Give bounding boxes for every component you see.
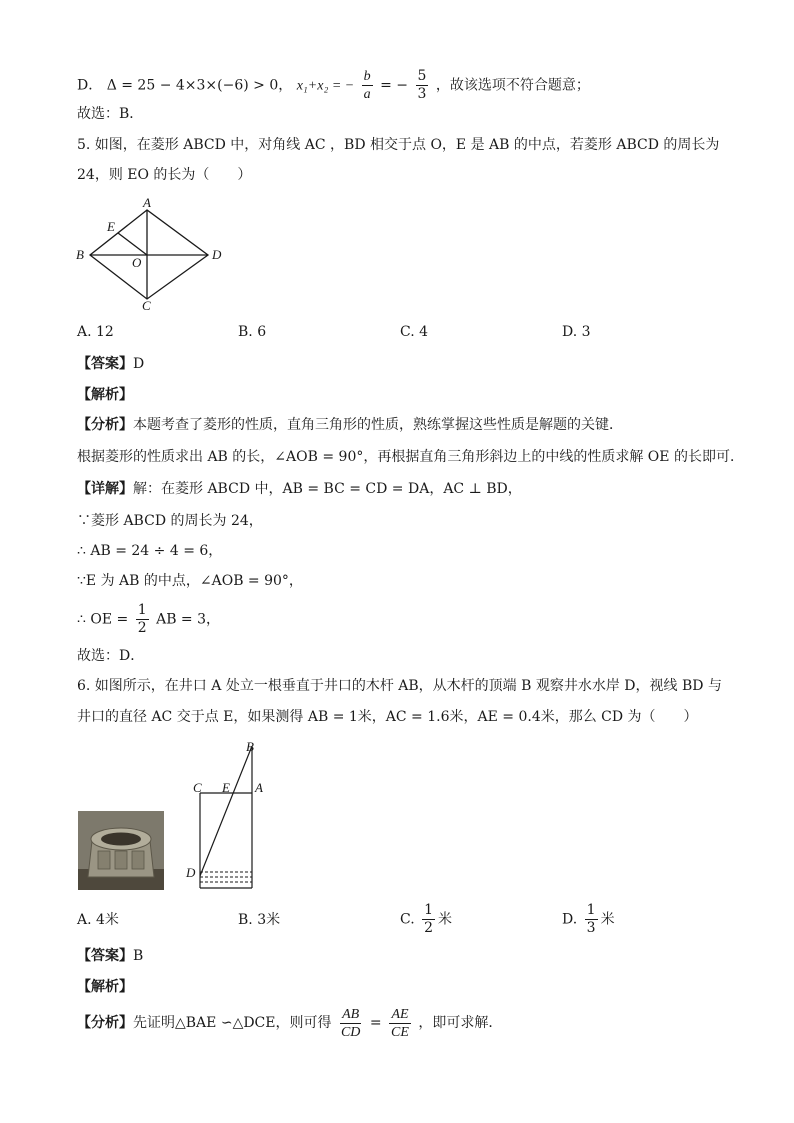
label-d: D	[186, 865, 196, 880]
q5-fenxi: 【分析】本题考查了菱形的性质，直角三角形的性质，熟练掌握这些性质是解题的关键．	[77, 417, 623, 433]
rhombus-figure	[70, 195, 230, 313]
label-e: E	[107, 219, 115, 234]
well-photo-image	[78, 811, 164, 890]
fraction-b-over-a: $\frac{b}{a}$	[363, 69, 371, 102]
q6-option-c: C. $\frac{1}{2}$ 米	[400, 902, 453, 936]
label-b: B	[76, 247, 84, 262]
q6-option-d: D. $\frac{1}{3}$ 米	[562, 902, 615, 936]
q5-stem-line2: 24，则 EO 的长为（ ）	[77, 167, 252, 183]
root-sum-expression: x₁+x₂ = −	[296, 78, 355, 94]
label-a: A	[143, 195, 151, 210]
q5-stem-line1: 5. 如图，在菱形 ABCD 中，对角线 AC ，BD 相交于点 O，E 是 AB 的中点，若菱形 ABCD 的周长为	[77, 137, 720, 153]
fraction-one-half: $\frac{1}{2}$	[137, 602, 147, 636]
q5-fenxi-line2: 根据菱形的性质求出 AB 的长，∠AOB = 90°，再根据直角三角形斜边上的中线的性质求解 OE 的长即可．	[77, 449, 744, 465]
q5-choose: 故选：D．	[77, 648, 145, 664]
q6-stem-line1: 6. 如图所示，在井口 A 处立一根垂直于井口的木杆 AB，从木杆的顶端 B 观察井水水岸 D，视线 BD 与	[77, 678, 722, 694]
q6-option-b: B. 3米	[238, 912, 281, 928]
q6-option-a: A. 4米	[77, 912, 119, 928]
q6-stem-line2: 井口的直径 AC 交于点 E，如果测得 AB = 1米，AC = 1.6米，AE = 0.4米，那么 CD 为（ ）	[77, 709, 698, 725]
q6-fenxi: 【分析】先证明△BAE ∽△DCE，则可得 $\frac{AB}{CD}$ = $\frac{AE}{CE}$ ，即可求解．	[77, 1006, 503, 1040]
label-a: A	[255, 780, 263, 795]
q6-analysis-heading: 【解析】	[77, 979, 133, 995]
q5-detail-line3: ∴ AB = 24 ÷ 4 = 6，	[77, 543, 223, 559]
label-o: O	[132, 255, 142, 270]
q5-detail-line1: 【详解】解：在菱形 ABCD 中，AB = BC = CD = DA，AC ⊥ BD，	[77, 481, 522, 497]
q5-option-b: B. 6	[238, 324, 267, 340]
q5-detail-line4: ∵E 为 AB 的中点，∠AOB = 90°，	[77, 573, 303, 589]
fraction-ae-over-ce: $\frac{AE}{CE}$	[391, 1006, 409, 1040]
q5-option-a: A. 12	[77, 324, 114, 340]
q5-detail-line5: ∴ OE = $\frac{1}{2}$ AB = 3，	[77, 602, 221, 636]
q5-option-d: D. 3	[562, 324, 591, 340]
prev-option-d-label: D．	[77, 77, 103, 94]
q5-analysis-heading: 【解析】	[77, 387, 133, 403]
label-c: C	[193, 780, 202, 795]
label-e: E	[222, 780, 230, 795]
discriminant-expression: Δ = 25 − 4×3×(−6) > 0，	[106, 77, 293, 94]
segment-eo	[118, 233, 147, 255]
q5-answer: 【答案】D	[77, 356, 145, 372]
q5-option-c: C. 4	[400, 324, 429, 340]
well-figure	[180, 738, 280, 893]
q5-detail-line2: ∵菱形 ABCD 的周长为 24，	[77, 513, 263, 529]
prev-option-d: D． Δ = 25 − 4×3×(−6) > 0， x₁+x₂ = − $\frac{b}{a}$ = − $\frac{5}{3}$ ，故该选项不符合题意；	[77, 68, 590, 102]
fraction-ab-over-cd: $\frac{AB}{CD}$	[340, 1006, 361, 1040]
well-photo	[78, 811, 164, 890]
q6-answer: 【答案】B	[77, 948, 144, 964]
label-c: C	[142, 298, 151, 313]
label-b: B	[246, 739, 254, 754]
label-d: D	[212, 247, 222, 262]
fraction-5-over-3: $\frac{5}{3}$	[417, 68, 427, 102]
sightline-bd	[200, 746, 252, 876]
prev-choose: 故选：B．	[77, 106, 144, 122]
